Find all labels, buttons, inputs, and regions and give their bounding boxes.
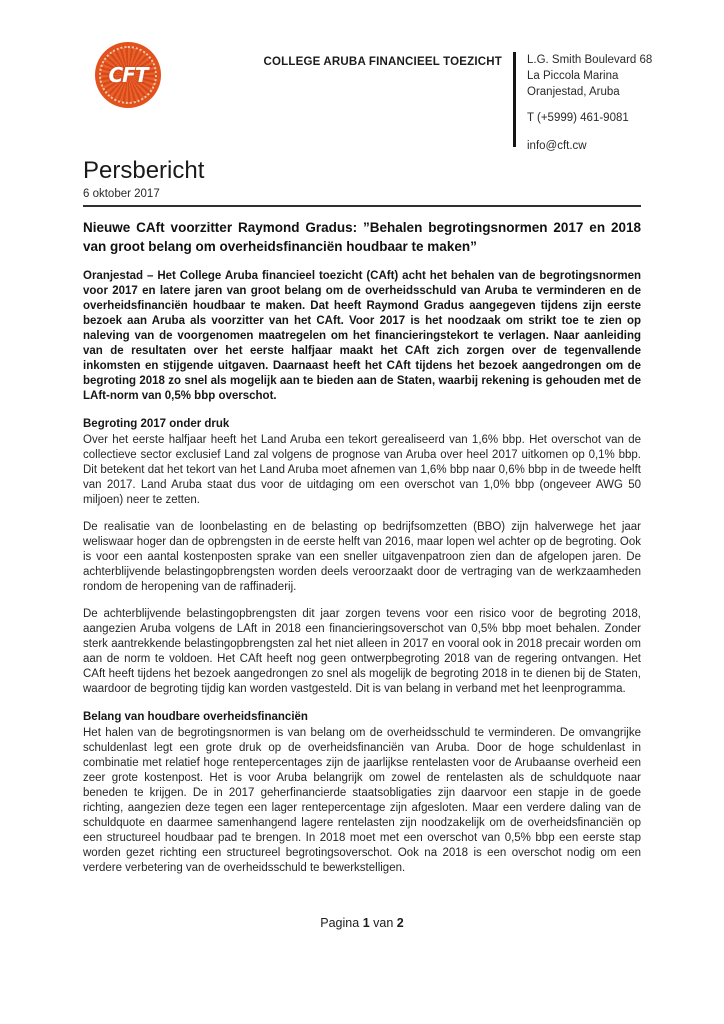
press-headline: Nieuwe CAft voorzitter Raymond Gradus: ”Behalen begrotingsnormen 2017 en 2018 van groot belang om overheidsfinanciën houdbaar te maken” bbox=[83, 220, 641, 254]
document-date: 6 oktober 2017 bbox=[83, 188, 160, 200]
total-page-count: 2 bbox=[396, 916, 404, 930]
document-title: Persbericht bbox=[83, 157, 205, 184]
address-line: L.G. Smith Boulevard 68 bbox=[527, 54, 653, 66]
paragraph: Het halen van de begrotingsnormen is van belang om de overheidsschuld te verminderen. De omvangrijke schuldenlast legt een grote druk op de overheidsfinanciën van Aruba. Door de hoge schuldenlast in combinatie met relatief hoge rentepercentages zijn de jaarlijkse rentelasten voor de Arubaanse overheid een zeer grote kostenpost. Het is voor Aruba belangrijk om zowel de rentelasten als de schuldquote naar beneden te krijgen. De in 2017 geherfinancierde staatsobligaties zijn daarvoor een stapje in de goede richting, aangezien deze tegen een lager rentepercentage zijn afgesloten. Maar een verdere daling van de schuldquote en daarmee samenhangend lagere rentelasten zijn noodzakelijk om de overheidsfinanciën op een structureel houdbaar pad te brengen. In 2018 moet met een overschot van 0,5% bbp een eerste stap worden gezet richting een structureel begrotingsoverschot. Ook na 2018 is een overschot nodig om een verdere verbetering van de overheidsschuld te bewerkstelligen. bbox=[83, 727, 641, 874]
cft-logo-icon bbox=[95, 42, 161, 108]
organization-name: COLLEGE ARUBA FINANCIEEL TOEZICHT bbox=[263, 56, 502, 68]
section-heading-houdbare-financien: Belang van houdbare overheidsfinanciën bbox=[83, 711, 308, 723]
phone-number: T (+5999) 461-9081 bbox=[527, 112, 629, 124]
page-number-footer bbox=[0, 916, 724, 930]
footer-connector: van bbox=[373, 916, 394, 930]
address-line: Oranjestad, Aruba bbox=[527, 86, 620, 98]
address-line: La Piccola Marina bbox=[527, 70, 619, 82]
paragraph: Over het eerste halfjaar heeft het Land Aruba een tekort gerealiseerd van 1,6% bbp. Het overschot van de collectieve sector exclusief Land zal volgens de prognose van Aruba over heel 2017 uitkomen op 0,1% bbp. Dit betekent dat het tekort van het Land Aruba moet afnemen van 1,6% bbp naar 0,6% bbp in de tweede helft van 2017. Land Aruba staat dus voor de uitdaging om een overschot van 1,0% bbp (ongeveer AWG 50 miljoen) neer te zetten. bbox=[83, 434, 641, 506]
cft-logo-text: CFT bbox=[108, 63, 148, 87]
email-address: info@cft.cw bbox=[527, 140, 587, 152]
current-page-number: 1 bbox=[362, 916, 370, 930]
lead-paragraph: Oranjestad – Het College Aruba financieel toezicht (CAft) acht het behalen van de begrotingsnormen voor 2017 en latere jaren van groot belang om de overheidsschuld van Aruba te verminderen en de overheidsfinanciën houdbaar te maken. Dat heeft Raymond Gradus aangegeven tijdens zijn eerste bezoek aan Aruba als voorzitter van het CAft. Voor 2017 is het noodzaak om strikt toe te zien op naleving van de voorgenomen maatregelen om het financieringstekort te verlagen. Naar aanleiding van de resultaten over het eerste halfjaar maakt het CAft zich zorgen over de tegenvallende inkomsten en stijgende uitgaven. Daarnaast heeft het CAft tijdens het bezoek aangedrongen om de begroting 2018 zo snel als mogelijk aan te bieden aan de Staten, waarbij rekening is gehouden met de LAft-norm van 0,5% bbp overschot. bbox=[83, 270, 641, 402]
document-body bbox=[83, 150, 641, 888]
letterhead-divider bbox=[513, 52, 516, 147]
letterhead bbox=[0, 0, 724, 150]
contact-block bbox=[527, 52, 652, 154]
title-rule bbox=[83, 205, 641, 207]
paragraph: De realisatie van de loonbelasting en de belasting op bedrijfsomzetten (BBO) zijn halverwege het jaar weliswaar hoger dan de opbrengsten in de eerste helft van 2016, maar lopen wel achter op de begroting. Ook is voor een aantal kostenposten sprake van een sneller uitgavenpatroon zien dan de afgelopen jaren. De achterblijvende belastingopbrengsten worden deels veroorzaakt door de vertraging van de werkzaamheden rondom de heropening van de raffinaderij. bbox=[83, 521, 641, 593]
paragraph: De achterblijvende belastingopbrengsten dit jaar zorgen tevens voor een risico voor de begroting 2018, aangezien Aruba volgens de LAft in 2018 een financieringsoverschot van 0,5% bbp moet behalen. Zonder sterk aantrekkende belastingopbrengsten zal het niet alleen in 2017 en vooral ook in 2018 precair worden om aan de norm te voldoen. Het CAft heeft nog geen ontwerpbegroting 2018 van de regering ontvangen. Het CAft heeft tijdens het bezoek aangedrongen zo snel als mogelijk de begroting 2018 in te dienen bij de Staten, waardoor de begroting tijdig kan worden vastgesteld. Dit is van belang in verband met het leenprogramma. bbox=[83, 608, 641, 695]
section-heading-begroting: Begroting 2017 onder druk bbox=[83, 418, 230, 430]
footer-label: Pagina bbox=[320, 916, 360, 930]
